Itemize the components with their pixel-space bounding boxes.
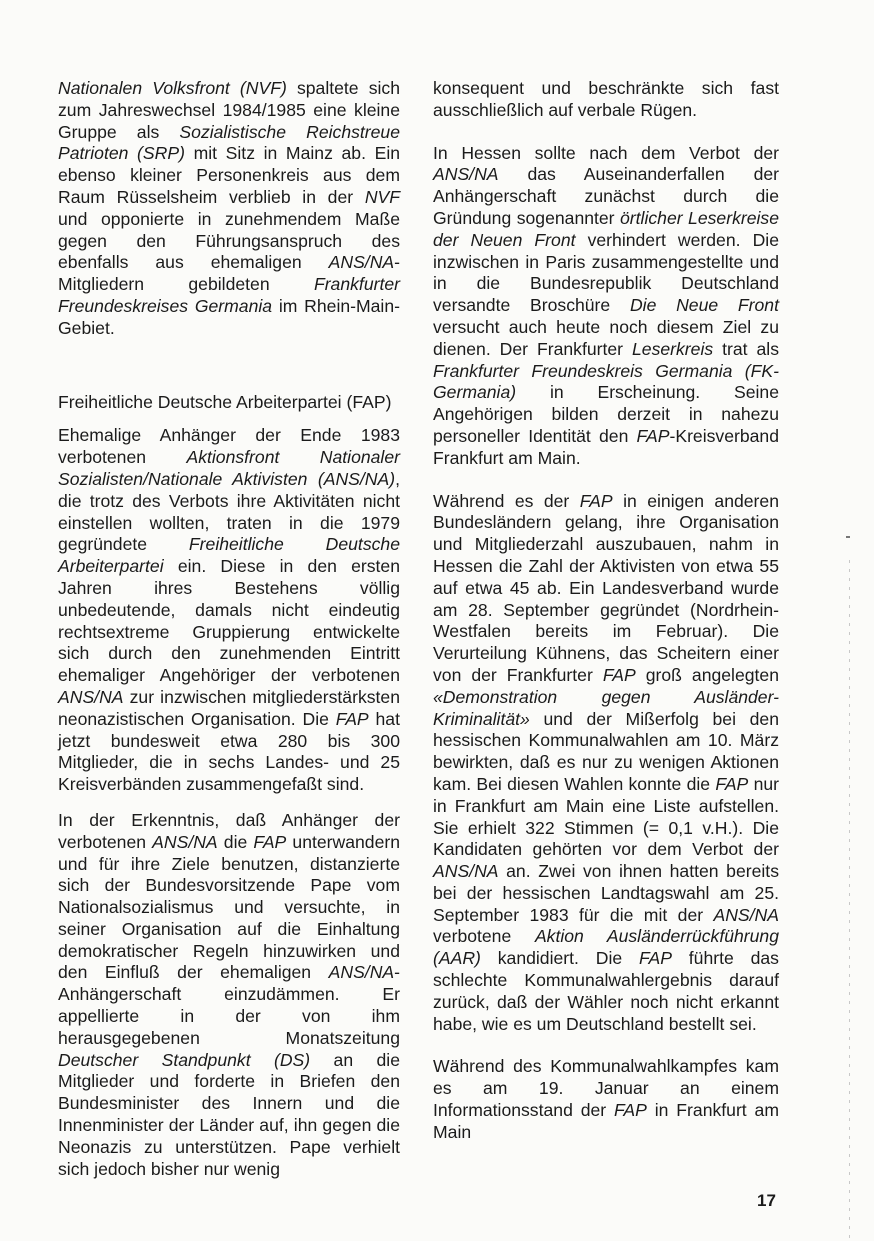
text-run: unterwandern und für ihre Ziele benutzen, distanzierte sich der Bundesvorsitzende Pape vom Nationalsozialismus und versuchte, in seiner Organisation auf die Einhaltung demokratischer Regeln hinzuwirken und den Einfluß der ehemaligen (58, 831, 400, 983)
text-run: Freiheitliche Deutsche Arbeiterpartei (FAP) (58, 391, 392, 412)
italic-term: Deutscher Standpunkt (DS) (58, 1049, 311, 1070)
text-run: , die trotz des Verbots ihre Aktivitäten nicht einstellen wollten, traten in die 1979 gegründete (58, 468, 400, 555)
italic-term: FAP (715, 773, 749, 794)
text-run: und der Mißerfolg bei den hessischen Kommunalwahlen am 10. März bewirkten, daß es nur zu wenigen Aktionen kam. Bei diesen Wahlen konnte die (433, 708, 779, 794)
italic-term: Frankfurter Freundeskreis Germania (FK-Germania) (433, 360, 779, 403)
italic-term: ANS/NA (58, 686, 124, 707)
italic-term: ANS/NA (433, 164, 499, 185)
italic-term: ANS/NA (328, 962, 395, 983)
text-run: Während es der (433, 490, 580, 511)
paragraph (58, 810, 400, 1181)
italic-term: ANS/NA (433, 861, 499, 882)
paragraph (433, 491, 779, 1036)
text-run: zur inzwischen mitgliederstärksten neonazistischen Organisation. Die (58, 686, 400, 729)
italic-term: «Demonstration gegen Ausländer-Kriminalität» (433, 686, 779, 729)
italic-term: Freiheitliche Deutsche Arbeiterpartei (58, 534, 400, 577)
text-run: -Anhängerschaft einzudämmen. Er appellierte in der von ihm herausgegebenen Monatszeitung (58, 962, 400, 1048)
text-run: -Mitgliedern gebildeten (58, 252, 400, 295)
section-heading (58, 392, 400, 414)
text-run: im Rhein-Main-Gebiet. (58, 295, 400, 338)
italic-term: ANS/NA (713, 904, 779, 925)
italic-term: FAP (613, 1100, 647, 1121)
text-run: in Frankfurt am Main (433, 1100, 779, 1142)
italic-term: Leserkreis (632, 338, 714, 359)
text-run: In Hessen sollte nach dem Verbot der (433, 142, 779, 163)
text-run: Während des Kommunalwahlkampfes kam es am 19. Januar an einem Informationsstand der (433, 1056, 779, 1121)
text-run: in Erscheinung. Seine Angehörigen bilden derzeit in nahezu personeller Identität den (433, 382, 779, 446)
text-run: das Auseinanderfallen der Anhängerschaft zunächst durch die Gründung sogenannter (433, 164, 779, 228)
text-run: -Kreisverband Frankfurt am Main. (433, 425, 779, 468)
italic-term: FAP (636, 425, 670, 446)
scan-mark (846, 536, 850, 538)
italic-term: Nationalen Volksfront (NVF) (58, 78, 287, 98)
text-run: hat jetzt bundesweit etwa 280 bis 300 Mitglieder, die in sechs Landes- und 25 Kreisverbänden zusammengefaßt sind. (58, 708, 400, 795)
text-run: kandidiert. Die (480, 948, 640, 969)
text-run: führte das schlechte Kommunalwahlergebnis darauf zurück, daß der Wähler noch nicht erkannt habe, wie es um Deutschland bestellt sei. (433, 948, 779, 1034)
text-run: in einigen anderen Bundesländern gelang, ihre Organisation und Mitgliederzahl auszubauen, nahm in Hessen die Zahl der Aktivisten von etwa 55 auf etwa 45 ab. Ein Landesverband wurde am 28. September gegründet (Nordrhein-Westfalen bereits im Februar). Die Verurteilung Kühnens, das Scheitern einer von der Frankfurter (433, 490, 779, 685)
text-run: mit Sitz in Mainz ab. Ein ebenso kleiner Personenkreis aus dem Raum Rüsselsheim verblieb in der (58, 143, 401, 207)
page-number: 17 (757, 1191, 776, 1210)
paragraph (58, 78, 400, 340)
text-run: versucht auch heute noch diesem Ziel zu dienen. Der Frankfurter (433, 316, 779, 359)
paragraph (433, 78, 779, 122)
text-run: nur in Frankfurt am Main eine Liste aufstellen. Sie erhielt 322 Stimmen (= 0,1 v.H.). Die Kandidaten gehörten vor dem Verbot der (433, 773, 780, 860)
text-run: In der Erkenntnis, daß Anhänger der verbotenen (58, 809, 400, 852)
text-run: verhindert werden. Die inzwischen in Paris zusammengestellte und in die Bundesrepublik Deutschland versandte Broschüre (433, 229, 779, 316)
text-run: an die Mitglieder und forderte in Briefen den Bundesminister des Innern und die Innenminister der Länder auf, ihn gegen die Neonazis zu unterstützen. Pape verhielt sich jedoch bisher nur wenig (58, 1049, 400, 1179)
text-run: Ehemalige Anhänger der Ende 1983 verbotenen (58, 425, 400, 468)
text-run: spaltete sich zum Jahreswechsel 1984/1985 eine kleine Gruppe als (58, 78, 400, 142)
text-run: trat als (713, 338, 780, 359)
text-run: die (217, 831, 254, 852)
italic-term: FAP (253, 831, 287, 852)
italic-term: Frankfurter Freundeskreises Germania (58, 274, 400, 316)
italic-term: FAP (602, 664, 636, 685)
paragraph (58, 425, 400, 796)
right-column (433, 78, 779, 1144)
text-run: ein. Diese in den ersten Jahren ihres Bestehens völlig unbedeutende, damals nicht eindeutig rechtsextreme Gruppierung entwickelte sich durch den zunehmenden Eintritt ehemaliger Angehöriger der verbotenen (58, 556, 400, 686)
paragraph (433, 143, 779, 470)
italic-term: Sozialistische Reichstreue Patrioten (SRP) (58, 121, 401, 164)
italic-term: ANS/NA (328, 252, 395, 273)
italic-term: örtlicher Leserkreise der Neuen Front (433, 207, 779, 250)
italic-term: ANS/NA (152, 831, 218, 852)
italic-term: Die Neue Front (629, 295, 779, 316)
paragraph (433, 1056, 779, 1143)
text-run: konsequent und beschränkte sich fast ausschließlich auf verbale Rügen. (433, 78, 779, 120)
italic-term: FAP (579, 490, 613, 511)
italic-term: NVF (364, 186, 400, 207)
italic-term: FAP (639, 948, 672, 969)
text-run: verbotene (433, 926, 535, 947)
scan-edge-line (849, 560, 850, 1240)
italic-term: Aktionsfront Nationaler Sozialisten/Nationale Aktivisten (ANS/NA) (58, 447, 400, 489)
text-run: und opponierte in zunehmendem Maße gegen den Führungsanspruch des ebenfalls aus ehemaligen (58, 208, 400, 273)
text-run: groß angelegten (635, 664, 779, 685)
italic-term: FAP (335, 708, 369, 729)
italic-term: Aktion Ausländerrückführung (AAR) (433, 926, 779, 969)
left-column (58, 78, 400, 1180)
text-run: an. Zwei von ihnen hatten bereits bei der hessischen Landtagswahl am 25. September 1983 für die mit der (433, 861, 779, 925)
